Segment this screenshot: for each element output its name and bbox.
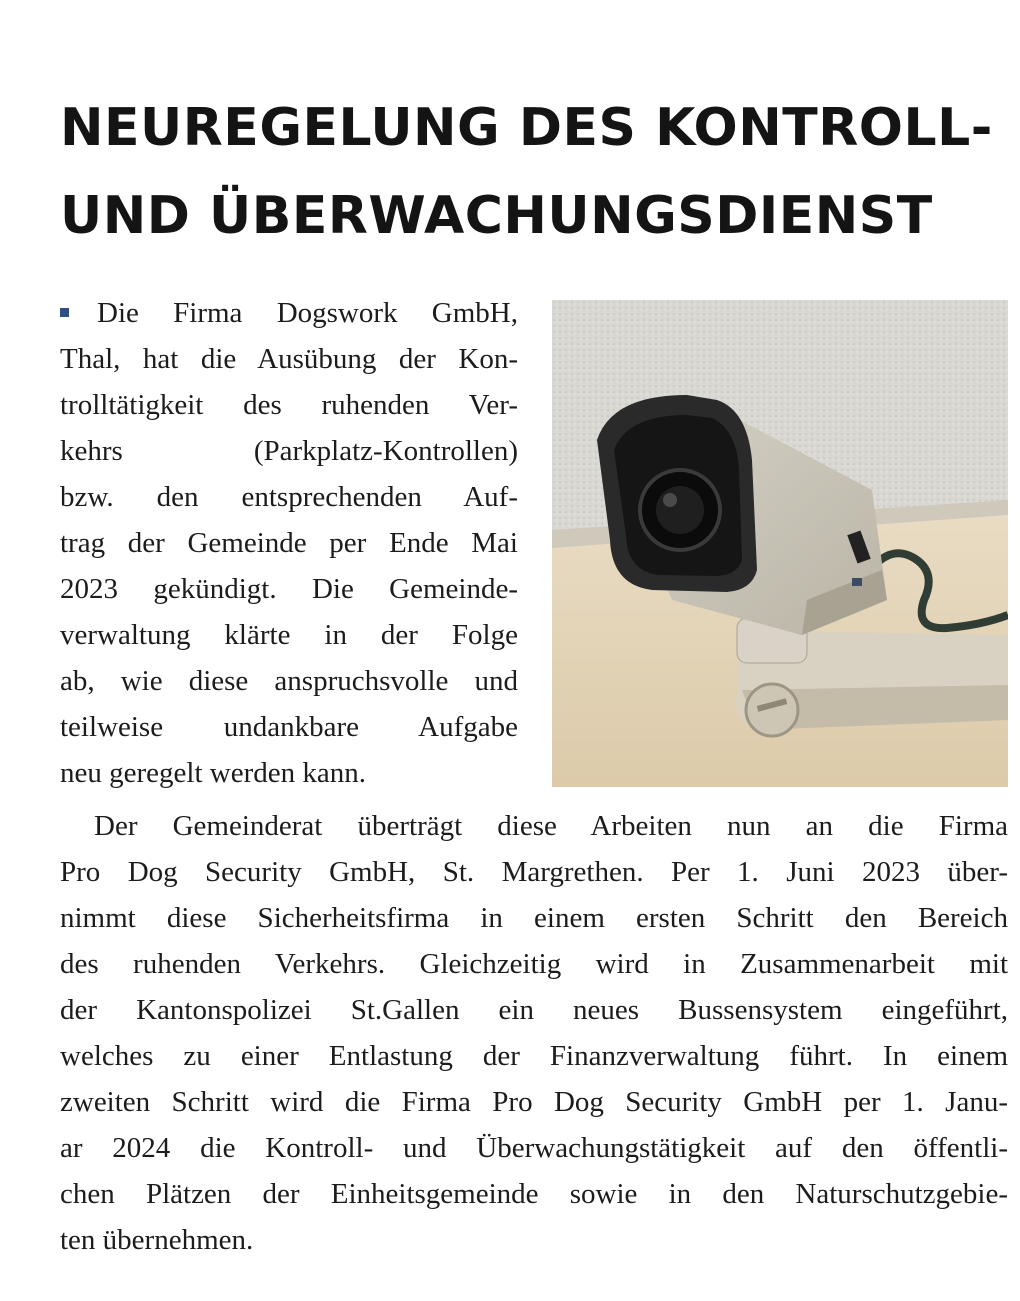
text-line: Thal, hat die Ausübung der Kon-	[60, 343, 518, 375]
text-line: zweiten Schritt wird die Firma Pro Dog Security GmbH per 1. Janu-	[60, 1086, 1008, 1118]
text-line: Die Firma Dogswork GmbH,	[60, 290, 518, 336]
text-line: neu geregelt werden kann.	[60, 757, 366, 789]
text-line: Der Gemeinderat überträgt diese Arbeiten nun an die Firma	[94, 810, 1008, 842]
text-line: ten übernehmen.	[60, 1224, 254, 1256]
text-line: des ruhenden Verkehrs. Gleichzeitig wird in Zusammenarbeit mit	[60, 948, 1008, 980]
text-line: trag der Gemeinde per Ende Mai	[60, 527, 518, 559]
text-line: welches zu einer Entlastung der Finanzverwaltung führt. In einem	[60, 1040, 1008, 1072]
text-line: trolltätigkeit des ruhenden Ver-	[60, 389, 518, 421]
text-line: Pro Dog Security GmbH, St. Margrethen. Per 1. Juni 2023 über-	[60, 856, 1008, 888]
text-line: nimmt diese Sicherheitsfirma in einem ersten Schritt den Bereich	[60, 902, 1008, 934]
text-line: bzw. den entsprechenden Auf-	[60, 481, 518, 513]
bullet-square-icon	[60, 308, 69, 317]
text-line: chen Plätzen der Einheitsgemeinde sowie in den Naturschutzgebie-	[60, 1178, 1008, 1210]
surveillance-camera-photo	[552, 300, 1008, 787]
text-line: kehrs (Parkplatz-Kontrollen)	[60, 435, 518, 467]
text-line: ar 2024 die Kontroll- und Überwachungstätigkeit auf den öffentli-	[60, 1132, 1008, 1164]
main-paragraph	[60, 803, 1008, 1263]
title-line: UND ÜBERWACHUNGSDIENST	[60, 186, 933, 246]
intro-paragraph	[60, 290, 518, 796]
text-line: 2023 gekündigt. Die Gemeinde-	[60, 573, 518, 605]
title-line: NEUREGELUNG DES KONTROLL-	[60, 98, 993, 158]
text-line: ab, wie diese anspruchsvolle und	[60, 665, 518, 697]
text-line: teilweise undankbare Aufgabe	[60, 711, 518, 743]
text-line: der Kantonspolizei St.Gallen ein neues Bussensystem eingeführt,	[60, 994, 1008, 1026]
text-line: verwaltung klärte in der Folge	[60, 619, 518, 651]
camera-image	[552, 300, 1008, 787]
article-title	[60, 84, 1000, 260]
